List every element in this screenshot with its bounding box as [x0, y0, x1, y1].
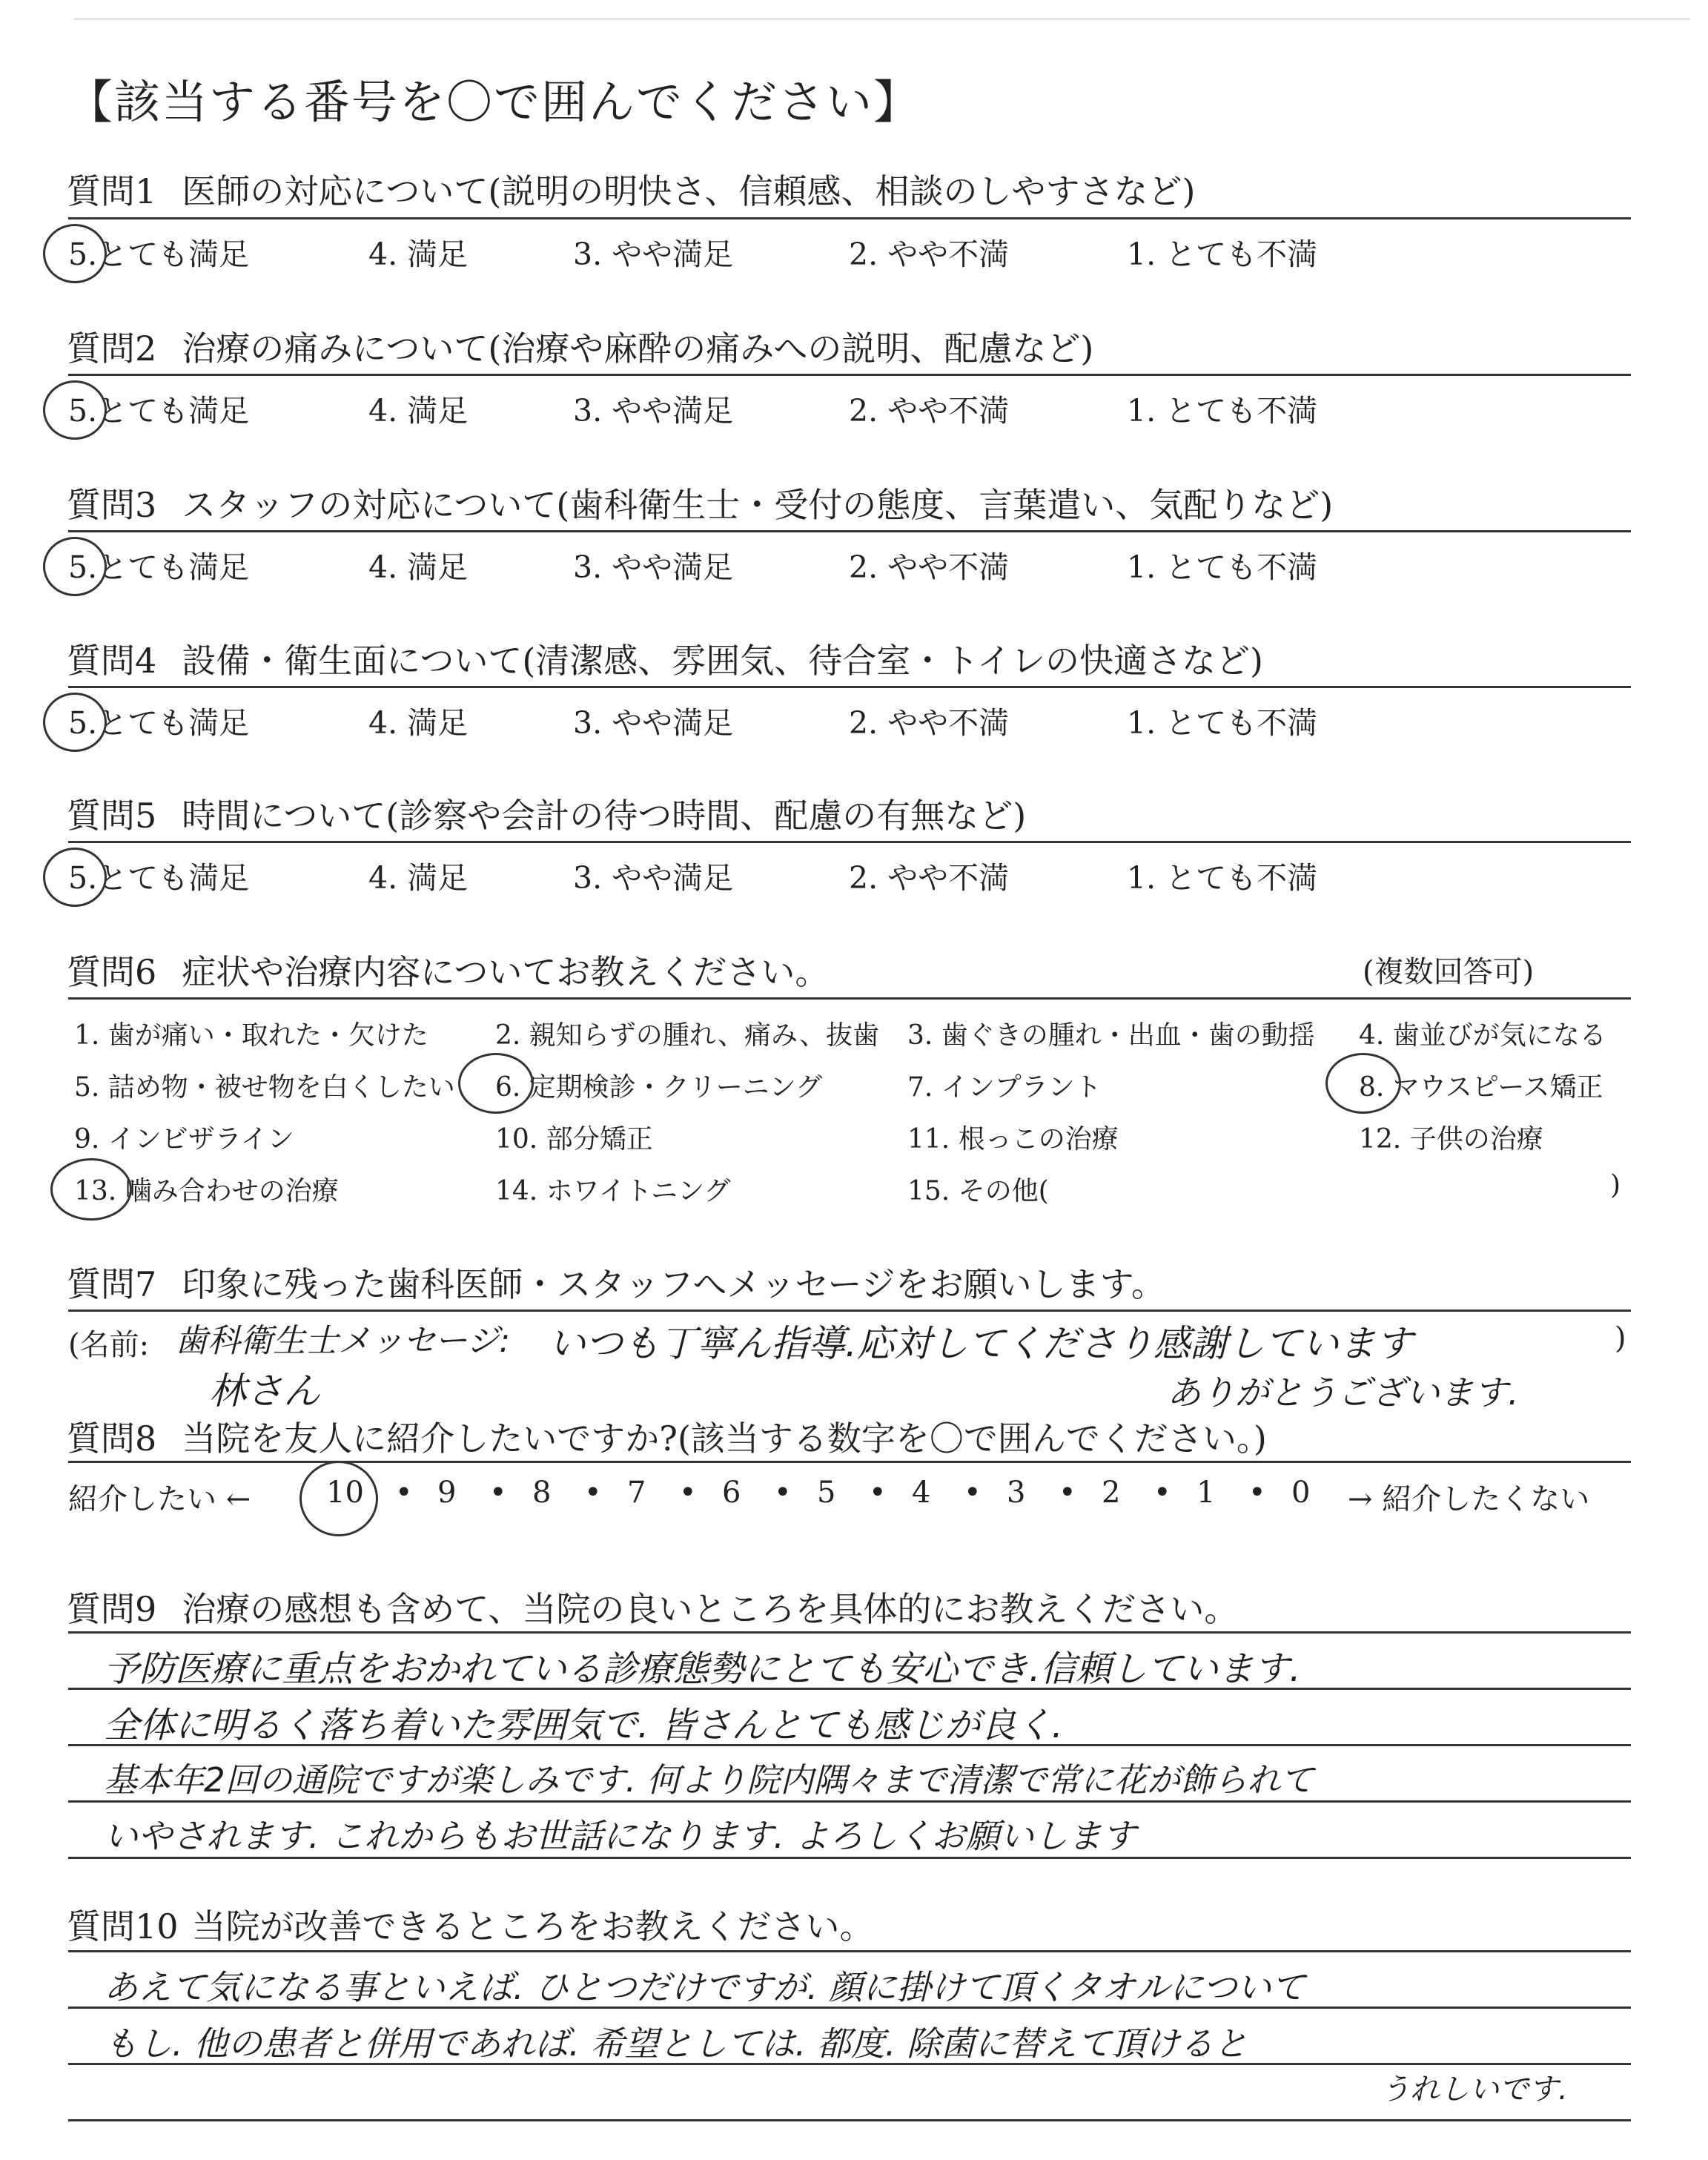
option-4[interactable]: 4. 満足: [368, 860, 469, 896]
question-number: 質問2: [67, 328, 157, 369]
question-5: [67, 789, 1026, 838]
selection-circle: [43, 693, 107, 752]
answer-row-q1: [0, 230, 1708, 274]
question-number: 質問5: [67, 796, 157, 836]
scale-10[interactable]: 10: [326, 1476, 364, 1510]
handwritten-line: いやされます. これからもお世話になります. よろしくお願いします: [104, 1816, 1136, 1856]
name-close-paren: ): [1615, 1321, 1626, 1355]
option-2[interactable]: 2. やや不満: [849, 237, 1010, 272]
option-3[interactable]: 3. やや満足: [573, 705, 734, 741]
scale-dot: •: [869, 1476, 887, 1510]
selection-circle-6: [458, 1053, 534, 1114]
scale-dot: •: [1059, 1476, 1076, 1510]
scale-5[interactable]: 5: [817, 1476, 836, 1510]
question-text: 治療の痛みについて(治療や麻酔の痛みへの説明、配慮など): [182, 328, 1094, 369]
question-number: 質問8: [67, 1418, 157, 1459]
scale-2[interactable]: 2: [1102, 1476, 1121, 1510]
form-heading: 【該当する番号を〇で囲んでください】: [67, 75, 921, 129]
option-1[interactable]: 1. とても不満: [1127, 860, 1318, 896]
divider: [68, 374, 1631, 376]
option-1[interactable]: 1. とても不満: [1127, 237, 1318, 272]
option-5[interactable]: 5.とても満足: [68, 237, 250, 272]
symptom-item-14[interactable]: 14. ホワイトニング: [495, 1176, 731, 1206]
answer-row-q2: [0, 386, 1708, 431]
question-2: [67, 322, 1093, 371]
answer-row-q4: [0, 698, 1708, 743]
option-2[interactable]: 2. やや不満: [849, 549, 1010, 585]
question-number: 質問10: [67, 1906, 179, 1946]
question-text: 治療の感想も含めて、当院の良いところを具体的にお教えください。: [182, 1589, 1239, 1629]
other-close-paren: ): [1610, 1170, 1621, 1200]
answer-row-q3: [0, 543, 1708, 587]
option-1[interactable]: 1. とても不満: [1127, 705, 1318, 741]
question-number: 質問7: [67, 1264, 157, 1304]
option-5[interactable]: 5.とても満足: [68, 860, 250, 896]
option-1[interactable]: 1. とても不満: [1127, 393, 1318, 429]
handwritten-line: 基本年2回の通院ですが楽しみです. 何より院内隅々まで清潔で常に花が飾られて: [104, 1760, 1314, 1800]
option-3[interactable]: 3. やや満足: [573, 393, 734, 429]
option-5[interactable]: 5.とても満足: [68, 393, 250, 429]
question-text: 症状や治療内容についてお教えください。: [182, 952, 830, 992]
option-5[interactable]: 5.とても満足: [68, 549, 250, 585]
handwritten-line: あえて気になる事といえば. ひとつだけですが. 顔に掛けて頂くタオルについて: [104, 1967, 1305, 2007]
question-text: 印象に残った歯科医師・スタッフへメッセージをお願いします。: [182, 1264, 1165, 1304]
scale-dot: •: [1248, 1476, 1266, 1510]
scale-7[interactable]: 7: [627, 1476, 646, 1510]
handwritten-staff-name: 林さん: [209, 1370, 320, 1413]
option-5[interactable]: 5.とても満足: [68, 705, 250, 741]
symptom-item-12[interactable]: 12. 子供の治療: [1359, 1124, 1543, 1155]
question-7: [67, 1258, 1165, 1307]
divider: [68, 2119, 1631, 2121]
symptom-item-5[interactable]: 5. 詰め物・被せ物を白くしたい: [74, 1072, 455, 1103]
question-text: 当院が改善できるところをお教えください。: [191, 1906, 874, 1946]
symptom-item-13[interactable]: 13. 噛み合わせの治療: [74, 1176, 339, 1206]
selection-circle-8: [1325, 1053, 1401, 1114]
scale-dot: •: [395, 1476, 413, 1510]
handwritten-line: もし. 他の患者と併用であれば. 希望としては. 都度. 除菌に替えて頂けると: [104, 2024, 1248, 2064]
answer-row-q5: [0, 853, 1708, 898]
handwritten-line: 予防医療に重点をおかれている診療態勢にとても安心でき.信頼しています.: [104, 1648, 1301, 1690]
option-4[interactable]: 4. 満足: [368, 393, 469, 429]
option-3[interactable]: 3. やや満足: [573, 860, 734, 896]
scale-1[interactable]: 1: [1196, 1476, 1216, 1510]
divider: [68, 686, 1631, 688]
divider: [68, 997, 1631, 1000]
question-3: [67, 478, 1333, 527]
recommend-left-label: 紹介したい ←: [68, 1482, 251, 1516]
scale-3[interactable]: 3: [1007, 1476, 1026, 1510]
scale-8[interactable]: 8: [532, 1476, 552, 1510]
question-9: [67, 1582, 1238, 1631]
scale-dot: •: [1153, 1476, 1171, 1510]
selection-circle: [43, 537, 107, 596]
option-4[interactable]: 4. 満足: [368, 705, 469, 741]
question-4: [67, 634, 1263, 683]
option-3[interactable]: 3. やや満足: [573, 549, 734, 585]
option-2[interactable]: 2. やや不満: [849, 393, 1010, 429]
question-10: [67, 1900, 874, 1949]
handwritten-role: 歯科衛生士メッセージ:: [175, 1322, 511, 1360]
handwritten-message: いつも丁寧ん指導.応対してくださり感謝しています: [549, 1322, 1413, 1365]
divider: [68, 217, 1631, 219]
option-3[interactable]: 3. やや満足: [573, 237, 734, 272]
name-label: (名前:: [68, 1328, 150, 1362]
question-number: 質問3: [67, 485, 157, 525]
question-text: 医師の対応について(説明の明快さ、信頼感、相談のしやすさなど): [182, 171, 1196, 211]
divider: [68, 1950, 1631, 1952]
question-text: 設備・衛生面について(清潔感、雰囲気、待合室・トイレの快適さなど): [182, 641, 1263, 681]
scale-0[interactable]: 0: [1291, 1476, 1311, 1510]
selection-circle: [43, 848, 107, 907]
selection-circle: [43, 380, 107, 440]
question-number: 質問4: [67, 641, 157, 681]
question-text: 時間について(診察や会計の待つ時間、配慮の有無など): [182, 796, 1027, 836]
top-divider: [74, 18, 1690, 20]
scale-6[interactable]: 6: [722, 1476, 741, 1510]
divider: [68, 530, 1631, 532]
option-2[interactable]: 2. やや不満: [849, 860, 1010, 896]
selection-circle-13: [50, 1158, 132, 1221]
question-text: 当院を友人に紹介したいですか?(該当する数字を〇で囲んでください。): [182, 1418, 1267, 1459]
recommend-right-label: → 紹介したくない: [1348, 1482, 1590, 1516]
symptom-item-10[interactable]: 10. 部分矯正: [495, 1124, 653, 1155]
scale-dot: •: [774, 1476, 792, 1510]
divider: [68, 1309, 1631, 1312]
option-4[interactable]: 4. 満足: [368, 549, 469, 585]
symptom-item-15[interactable]: 15. その他(: [907, 1176, 1049, 1206]
option-4[interactable]: 4. 満足: [368, 237, 469, 272]
question-6: [67, 945, 829, 994]
multiple-answers-note: (複数回答可): [1363, 955, 1535, 989]
divider: [68, 1631, 1631, 1634]
symptom-item-6[interactable]: 6. 定期検診・クリーニング: [495, 1072, 823, 1103]
question-number: 質問6: [67, 952, 157, 992]
selection-circle: [43, 224, 107, 283]
symptom-item-8[interactable]: 8. マウスピース矯正: [1359, 1072, 1603, 1103]
handwritten-line: 全体に明るく落ち着いた雰囲気で. 皆さんとても感じが良く.: [104, 1705, 1063, 1746]
divider: [68, 841, 1631, 843]
question-text: スタッフの対応について(歯科衛生士・受付の態度、言葉遣い、気配りなど): [182, 485, 1334, 525]
scale-dot: •: [679, 1476, 697, 1510]
question-number: 質問9: [67, 1589, 157, 1629]
scale-dot: •: [964, 1476, 982, 1510]
symptom-item-7[interactable]: 7. インプラント: [907, 1072, 1102, 1103]
symptom-item-1[interactable]: 1. 歯が痛い・取れた・欠けた: [74, 1020, 428, 1051]
symptom-item-2[interactable]: 2. 親知らずの腫れ、痛み、抜歯: [495, 1020, 880, 1051]
handwritten-line: うれしいです.: [1380, 2073, 1568, 2107]
option-1[interactable]: 1. とても不満: [1127, 549, 1318, 585]
symptom-item-11[interactable]: 11. 根っこの治療: [907, 1124, 1119, 1155]
scale-9[interactable]: 9: [437, 1476, 457, 1510]
symptom-item-3[interactable]: 3. 歯ぐきの腫れ・出血・歯の動揺: [907, 1020, 1315, 1051]
scale-dot: •: [584, 1476, 602, 1510]
question-1: [67, 165, 1195, 214]
symptom-item-9[interactable]: 9. インビザライン: [74, 1124, 294, 1155]
question-8: [67, 1412, 1267, 1461]
question-number: 質問1: [67, 171, 157, 211]
divider: [68, 1461, 1631, 1463]
scale-dot: •: [489, 1476, 507, 1510]
option-2[interactable]: 2. やや不満: [849, 705, 1010, 741]
symptom-item-4[interactable]: 4. 歯並びが気になる: [1359, 1020, 1606, 1051]
scale-4[interactable]: 4: [912, 1476, 931, 1510]
handwritten-message-2: ありがとうございます.: [1167, 1373, 1519, 1413]
selection-circle-10: [299, 1461, 378, 1536]
